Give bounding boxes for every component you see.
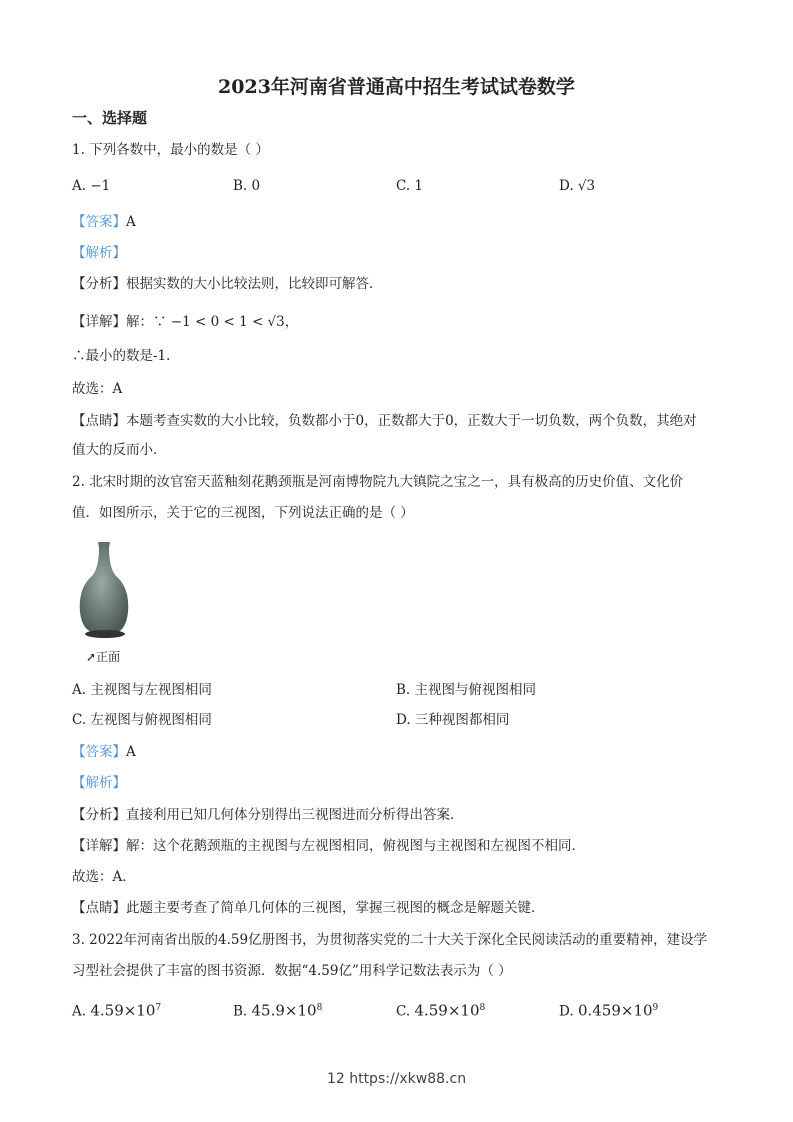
dianjing-tag: 【点睛】 xyxy=(72,900,126,916)
figure-front-label xyxy=(86,648,120,666)
q1-option-a: A. −1 xyxy=(72,178,111,194)
q2-option-b: B. 主视图与俯视图相同 xyxy=(396,682,537,698)
q2-option-a: A. 主视图与左视图相同 xyxy=(72,682,212,698)
option-base: 4.59×10 xyxy=(90,1001,156,1020)
page-title: 2023年河南省普通高中招生考试试卷数学 xyxy=(218,76,575,98)
q1-guxuan: 故选：A xyxy=(72,381,123,397)
option-label: C. xyxy=(396,1003,411,1020)
option-base: 0.459×10 xyxy=(577,1001,653,1020)
fenxi-tag: 【分析】 xyxy=(72,807,126,823)
q1-therefore: ∴最小的数是-1． xyxy=(72,348,180,364)
answer-tag: 【答案】 xyxy=(72,744,126,760)
option-label: A. xyxy=(72,1003,87,1020)
q1-stem: 1. 下列各数中，最小的数是（ ） xyxy=(72,142,269,158)
q3-option-b xyxy=(233,999,322,1021)
q2-stem-line1: 2. 北宋时期的汝官窑天蓝釉刻花鹅颈瓶是河南博物院九大镇院之宝之一，具有极高的历史价值、文化价 xyxy=(72,474,684,490)
q1-xiangjie xyxy=(72,313,298,331)
page-footer: 12 https://xkw88.cn xyxy=(326,1071,467,1087)
option-exponent: 8 xyxy=(316,1003,323,1013)
option-label: B. xyxy=(233,1003,248,1020)
q2-answer xyxy=(72,743,136,761)
fenxi-tag: 【分析】 xyxy=(72,276,126,292)
q1-dianjing-cont: 值大的反而小． xyxy=(72,442,167,458)
xiangjie-text: 解：∵ −1 < 0 < 1 < √3， xyxy=(126,314,299,330)
option-label: D. xyxy=(559,1003,574,1020)
q2-option-d: D. 三种视图都相同 xyxy=(396,712,510,728)
fenxi-text: 根据实数的大小比较法则，比较即可解答． xyxy=(126,276,383,292)
answer-tag: 【答案】 xyxy=(72,214,126,230)
q3-stem-line1: 3. 2022年河南省出版的4.59亿册图书，为贯彻落实党的二十大关于深化全民阅读活动的重要精神，建设学 xyxy=(72,932,708,948)
option-exponent: 7 xyxy=(155,1003,162,1013)
q1-option-d: D. √3 xyxy=(559,178,596,194)
xiangjie-tag: 【详解】 xyxy=(72,314,126,330)
q2-xiangjie xyxy=(72,837,585,855)
q1-option-c: C. 1 xyxy=(396,178,424,194)
q2-guxuan: 故选：A． xyxy=(72,869,136,885)
q3-option-a xyxy=(72,999,161,1021)
figure-label-text: 正面 xyxy=(96,650,121,664)
xiangjie-text: 解：这个花鹅颈瓶的主视图与左视图相同，俯视图与主视图和左视图不相同． xyxy=(126,838,585,854)
q1-answer xyxy=(72,213,136,231)
option-exponent: 8 xyxy=(479,1003,486,1013)
q1-option-b: B. 0 xyxy=(233,178,261,194)
q2-fenxi xyxy=(72,806,464,824)
answer-value: A xyxy=(126,744,136,760)
option-exponent: 9 xyxy=(652,1003,659,1013)
q2-option-c: C. 左视图与俯视图相同 xyxy=(72,712,212,728)
q3-stem-line2: 习型社会提供了丰富的图书资源．数据“4.59亿”用科学记数法表示为（ ） xyxy=(72,963,512,979)
section-heading: 一、选择题 xyxy=(72,109,148,127)
q2-dianjing xyxy=(72,899,545,917)
xiangjie-tag: 【详解】 xyxy=(72,838,126,854)
arrow-up-icon: ➚ xyxy=(86,650,97,664)
fenxi-text: 直接利用已知几何体分别得出三视图进而分析得出答案． xyxy=(126,807,464,823)
dianjing-text: 此题主要考查了简单几何体的三视图，掌握三视图的概念是解题关键． xyxy=(126,900,545,916)
q1-fenxi xyxy=(72,275,383,293)
q1-dianjing xyxy=(72,412,697,430)
option-base: 4.59×10 xyxy=(414,1001,480,1020)
q2-jiexi-tag: 【解析】 xyxy=(72,775,126,791)
vase-image xyxy=(76,540,134,640)
option-base: 45.9×10 xyxy=(251,1001,317,1020)
q3-option-d xyxy=(559,999,658,1021)
q3-option-c xyxy=(396,999,485,1021)
dianjing-tag: 【点睛】 xyxy=(72,413,126,429)
answer-value: A xyxy=(126,214,136,230)
dianjing-text: 本题考查实数的大小比较，负数都小于0，正数都大于0，正数大于一切负数，两个负数，其绝对 xyxy=(126,413,697,429)
q2-stem-line2: 值．如图所示，关于它的三视图，下列说法正确的是（ ） xyxy=(72,505,414,521)
q1-jiexi-tag: 【解析】 xyxy=(72,245,126,261)
